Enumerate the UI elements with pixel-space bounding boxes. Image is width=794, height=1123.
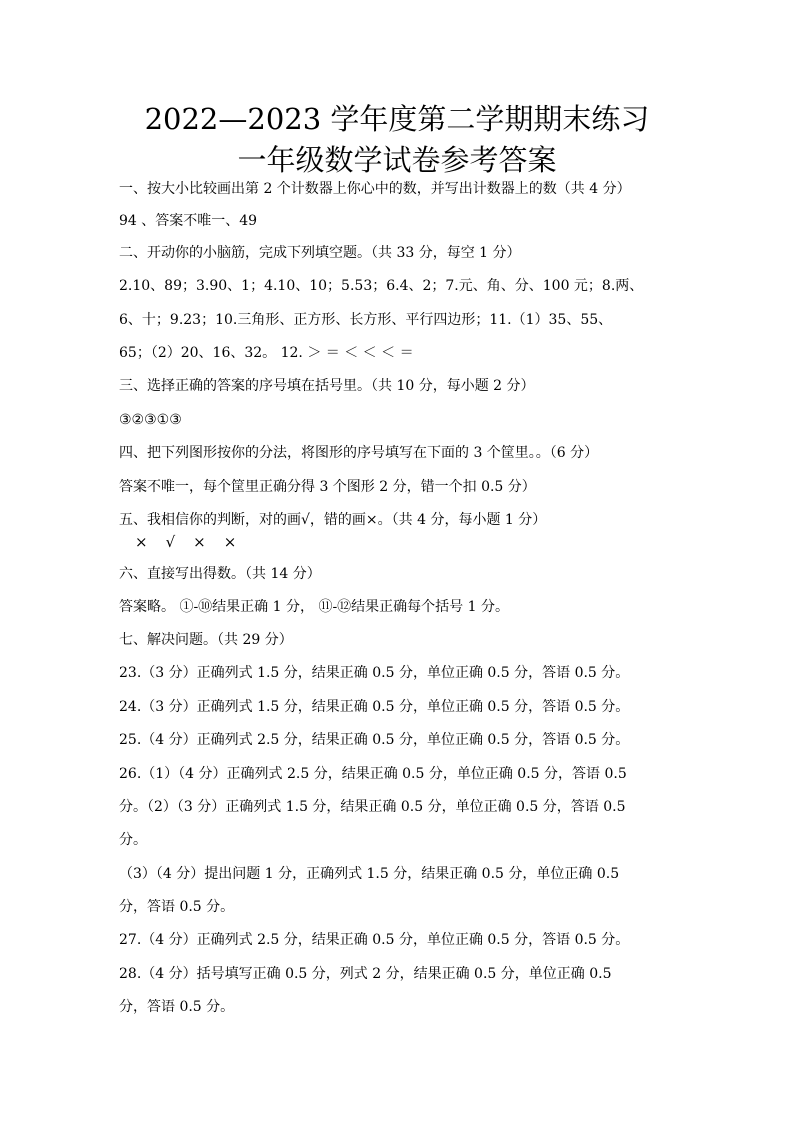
- section-5-answer-marks: [135, 532, 254, 552]
- section-3-answer: ③②③①③: [119, 412, 182, 428]
- section-7-heading: 七、解决问题。（共 29 分）: [119, 632, 293, 648]
- section-3-heading: 三、选择正确的答案的序号填在括号里。（共 10 分，每小题 2 分）: [119, 378, 535, 394]
- q25-scoring: 25.（4 分）正确列式 2.5 分，结果正确 0.5 分，单位正确 0.5 分，答语 0.5 分。: [119, 732, 630, 748]
- section-4-answer: 答案不唯一，每个筐里正确分得 3 个图形 2 分，错一个扣 0.5 分）: [119, 479, 536, 495]
- section-2-answer-line-1: 2.10、89；3.90、1；4.10、10；5.53；6.4、2；7.元、角、分、100 元；8.两、: [119, 278, 644, 294]
- q26-scoring-line-3: 分。: [119, 832, 147, 848]
- q28-scoring-line-2: 分，答语 0.5 分。: [119, 999, 235, 1015]
- section-2-answer-line-2: 6、十；9.23；10.三角形、正方形、长方形、平行四边形；11.（1）35、55、: [119, 312, 613, 328]
- page-title-line-2: 一年级数学试卷参考答案: [237, 143, 557, 177]
- page-title-line-1: 2022—2023 学年度第二学期期末练习: [144, 102, 650, 136]
- section-4-heading: 四、把下列图形按你的分法，将图形的序号填写在下面的 3 个筐里。。（6 分）: [119, 445, 599, 461]
- q27-scoring: 27.（4 分）正确列式 2.5 分，结果正确 0.5 分，单位正确 0.5 分，答语 0.5 分。: [119, 932, 630, 948]
- q26-part3-scoring-line-1: （3）（4 分）提出问题 1 分，正确列式 1.5 分，结果正确 0.5 分，单位正确 0.5: [119, 866, 620, 882]
- q26-scoring-line-2: 分。（2）（3 分）正确列式 1.5 分，结果正确 0.5 分，单位正确 0.5 分，答语 0.5: [119, 799, 626, 815]
- judgement-mark: √: [165, 533, 176, 551]
- judgement-mark: ×: [135, 533, 148, 551]
- q26-scoring-line-1: 26.（1）（4 分）正确列式 2.5 分，结果正确 0.5 分，单位正确 0.5 分，答语 0.5: [119, 766, 627, 782]
- q24-scoring: 24.（3 分）正确列式 1.5 分，结果正确 0.5 分，单位正确 0.5 分，答语 0.5 分。: [119, 699, 630, 715]
- section-6-answer: 答案略。 ①-⑩结果正确 1 分， ⑪-⑫结果正确每个括号 1 分。: [119, 599, 509, 615]
- section-1-heading: 一、按大小比较画出第 2 个计数器上你心中的数，并写出计数器上的数（共 4 分）: [119, 181, 631, 197]
- q23-scoring: 23.（3 分）正确列式 1.5 分，结果正确 0.5 分，单位正确 0.5 分，答语 0.5 分。: [119, 665, 630, 681]
- judgement-mark: ×: [223, 533, 237, 551]
- q26-part3-scoring-line-2: 分，答语 0.5 分。: [119, 899, 235, 915]
- section-6-heading: 六、直接写出得数。（共 14 分）: [119, 566, 321, 582]
- section-2-heading: 二、开动你的小脑筋，完成下列填空题。（共 33 分，每空 1 分）: [119, 245, 521, 261]
- section-5-heading: 五、我相信你的判断，对的画√，错的画×。（共 4 分，每小题 1 分）: [119, 512, 547, 528]
- section-1-answer: 94 、答案不唯一、49: [119, 213, 258, 229]
- q28-scoring-line-1: 28.（4 分）括号填写正确 0.5 分，列式 2 分，结果正确 0.5 分，单位正确 0.5: [119, 966, 612, 982]
- judgement-mark: ×: [193, 533, 206, 551]
- section-2-answer-line-3: 65；（2）20、16、32。 12. ＞ ＝ ＜ ＜ ＜ ＝: [119, 345, 414, 361]
